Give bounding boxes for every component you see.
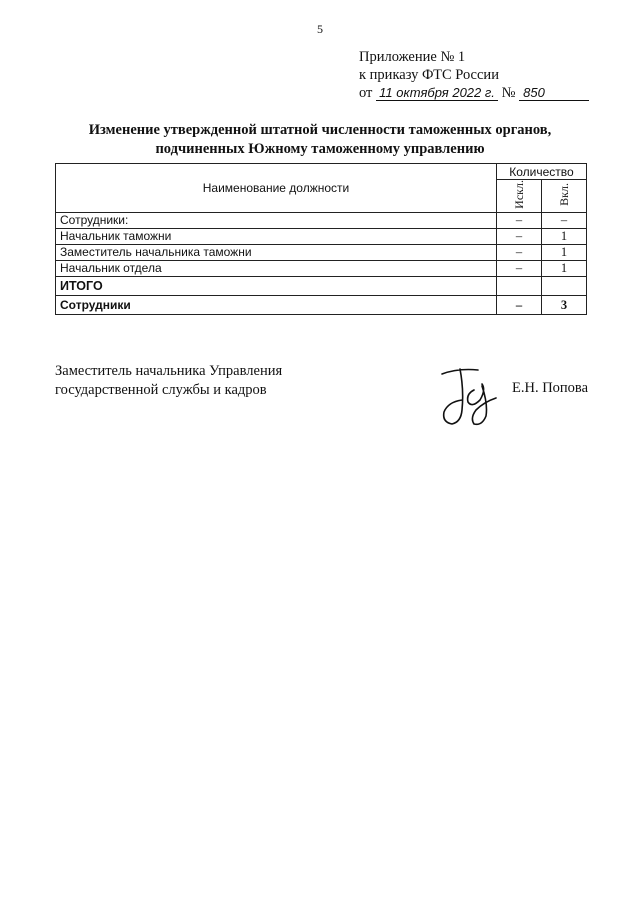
total-empty-excluded <box>497 276 542 295</box>
total-excluded: – <box>497 295 542 314</box>
header-excluded <box>497 180 542 213</box>
total-position: Сотрудники <box>56 295 497 314</box>
row-excluded: – <box>497 244 542 260</box>
total-empty-included <box>542 276 587 295</box>
row-included: 1 <box>542 244 587 260</box>
row-position: Начальник таможни <box>56 228 497 244</box>
row-excluded: – <box>497 260 542 276</box>
total-row <box>56 295 587 314</box>
header-excluded-label: Искл. <box>512 180 526 209</box>
row-position: Начальник отдела <box>56 260 497 276</box>
total-included: 3 <box>542 295 587 314</box>
table-row <box>56 212 587 228</box>
title-line1: Изменение утвержденной штатной численности таможенных органов, <box>88 122 552 138</box>
from-prefix: от <box>359 85 373 101</box>
order-number: 850 <box>519 86 589 101</box>
signatory-role <box>55 362 282 400</box>
total-label-row <box>56 276 587 295</box>
document-title <box>40 121 600 159</box>
signatory-role-line2: государственной службы и кадров <box>55 382 267 398</box>
row-included: 1 <box>542 260 587 276</box>
page-number: 5 <box>317 22 323 36</box>
appendix-line1: Приложение № 1 <box>359 49 466 65</box>
handwritten-signature <box>436 360 508 428</box>
title-line2: подчиненных Южному таможенному управлению <box>155 141 485 157</box>
total-label: ИТОГО <box>56 276 497 295</box>
table-row <box>56 260 587 276</box>
row-position: Сотрудники: <box>56 212 497 228</box>
row-included: 1 <box>542 228 587 244</box>
table-header-row <box>56 164 587 180</box>
table-row <box>56 244 587 260</box>
staff-table <box>55 163 587 315</box>
signer-name: Е.Н. Попова <box>512 380 589 396</box>
signatory-role-line1: Заместитель начальника Управления <box>55 363 283 379</box>
header-included-label: Вкл. <box>557 182 571 206</box>
header-position-name: Наименование должности <box>56 164 497 213</box>
row-excluded: – <box>497 228 542 244</box>
table-row <box>56 228 587 244</box>
order-date: 11 октября 2022 г. <box>376 86 498 101</box>
header-included <box>542 180 587 213</box>
row-position: Заместитель начальника таможни <box>56 244 497 260</box>
row-included: – <box>542 212 587 228</box>
header-quantity: Количество <box>497 164 587 180</box>
appendix-line2: к приказу ФТС России <box>359 67 499 83</box>
appendix-order-line <box>359 84 589 102</box>
appendix-block <box>359 48 589 102</box>
number-sign: № <box>501 85 516 101</box>
row-excluded: – <box>497 212 542 228</box>
